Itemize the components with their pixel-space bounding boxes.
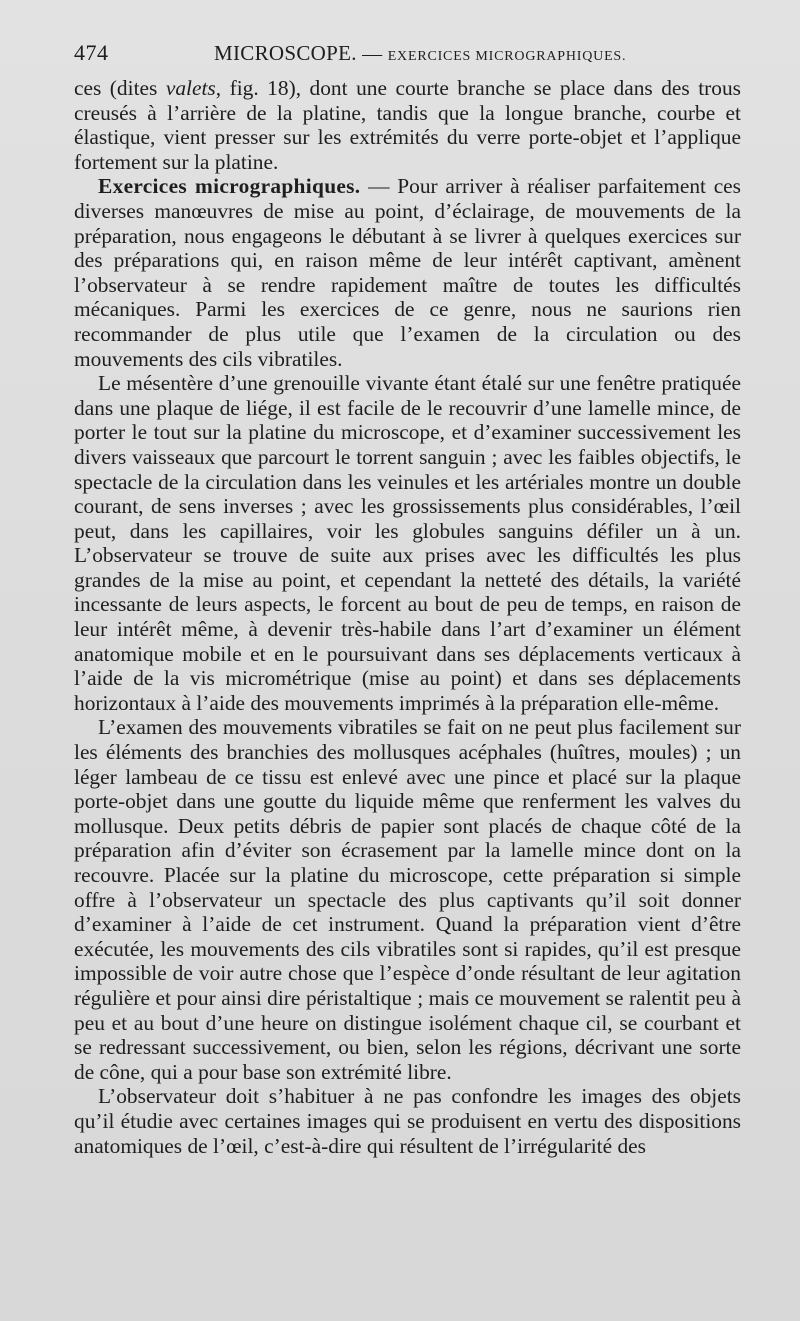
page-header	[74, 40, 741, 70]
paragraph-text: ces (dites	[74, 76, 166, 100]
paragraph-vibratile: L’examen des mouvements vibratiles se fait on ne peut plus facilement sur les éléments des branchies des mollusques acéphales (huîtres, moules) ; un léger lambeau de ce tissu est enlevé avec une pince et placé sur la plaque porte-objet dans une goutte du liquide même que renferment les valves du mollusque. Deux petits débris de papier sont placés de chaque côté de la préparation afin d’éviter son écrasement par la lamelle mince dont on la recouvre. Placée sur la platine du microscope, cette préparation si simple offre à l’observateur un spectacle des plus captivants qu’il soit donner d’examiner à l’aide de cet instrument. Quand la préparation vient d’être exécutée, les mouvements des cils vibratiles sont si rapides, qu’il est presque impossible de voir autre chose que l’espèce d’onde résultant de leur agitation régulière et pour ainsi dire péristaltique ; mais ce mouvement se ralentit peu à peu et au bout d’une heure on distingue isolément chaque cil, se courbant et se redressant successivement, ou bien, selon les régions, décrivant une sorte de cône, qui a pour base son extrémité libre.	[74, 715, 741, 1084]
page-number: 474	[74, 40, 109, 65]
body-text	[74, 76, 741, 1158]
running-title-sub: EXERCICES MICROGRAPHIQUES.	[387, 49, 627, 64]
paragraph-text: , fig. 18), dont une courte branche se place dans des trous creusés à l’arrière de la platine, tandis que la longue branche, courbe et élastique, vient presser sur les extrémités du verre porte-objet et l’applique fortement sur la platine.	[74, 76, 741, 174]
paragraph-observer: L’observateur doit s’habituer à ne pas confondre les images des objets qu’il étudie avec certaines images qui se produisent en vertu des dispositions anatomiques de l’œil, c’est-à-dire qui résultent de l’irrégularité des	[74, 1084, 741, 1158]
running-title-separator: —	[362, 43, 383, 65]
italic-term: valets	[165, 76, 216, 100]
section-heading: Exercices micrographiques.	[98, 174, 361, 199]
paragraph-continuation	[74, 76, 741, 174]
paragraph-mesentery: Le mésentère d’une grenouille vivante étant étalé sur une fenêtre pratiquée dans une plaque de liége, il est facile de le recouvrir d’une lamelle mince, de porter le tout sur la platine du microscope, et d’examiner successivement les divers vaisseaux que parcourt le torrent sanguin ; avec les faibles objectifs, le spectacle de la circulation dans les veinules et les artériales montre un double courant, de sens inverses ; avec les grossissements plus considérables, l’œil peut, dans les capillaires, voir les globules sanguins défiler un à un. L’observateur se trouve de suite aux prises avec les difficultés les plus grandes de la mise au point, et cependant la netteté des détails, la variété incessante de leurs aspects, le forcent au bout de peu de temps, en raison de leur intérêt même, à devenir très-habile dans l’art d’examiner un élément anatomique mobile et en le poursuivant dans ses déplacements verticaux à l’aide de la vis micrométrique (mise au point) et dans ses déplacements horizontaux à l’aide des mouvements imprimés à la préparation elle-même.	[74, 371, 741, 715]
running-title-main: MICROSCOPE.	[214, 41, 357, 65]
paragraph-text: — Pour arriver à réaliser parfaitement ces diverses manœuvres de mise au point, d’éclairage, de mouvements de la préparation, nous engageons le débutant à se livrer à quelques exercices sur des préparations qui, en raison même de leur intérêt captivant, amènent l’observateur à se rendre rapidement maître de toutes les difficultés mécaniques. Parmi les exercices de ce genre, nous ne saurions rien recommander de plus utile que l’examen de la circulation ou des mouvements des cils vibratiles.	[74, 174, 742, 371]
paragraph-exercises	[74, 174, 741, 371]
running-title	[214, 41, 626, 66]
